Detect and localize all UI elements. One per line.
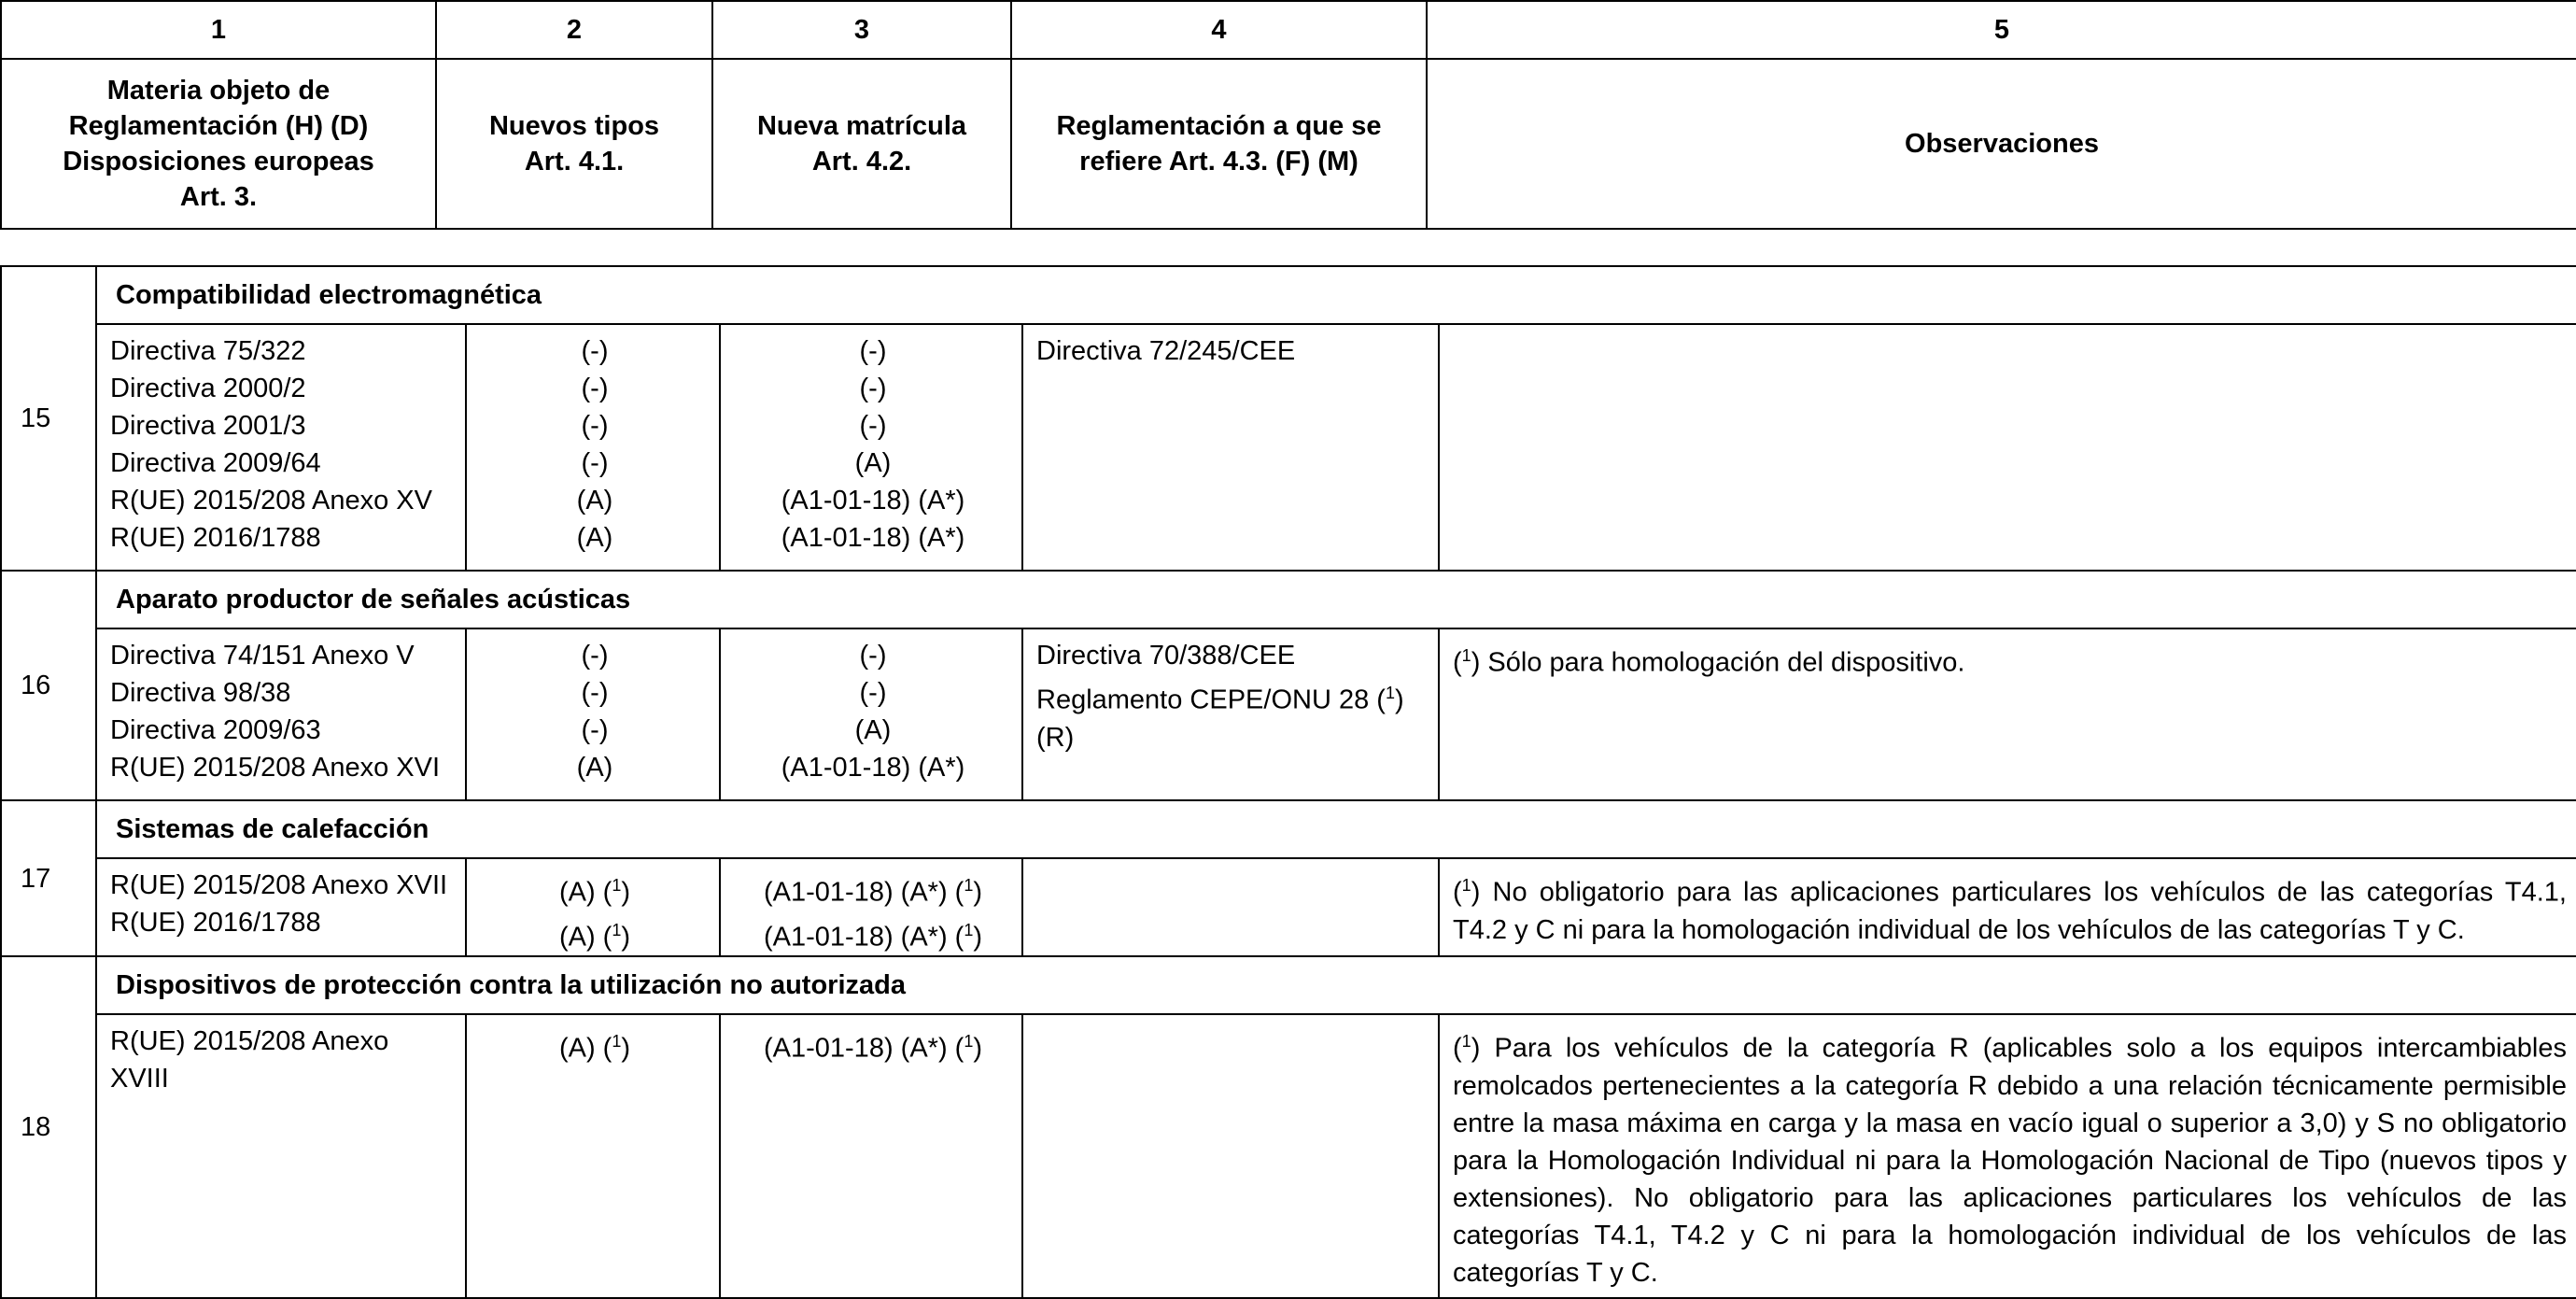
col1-cell: Directiva 75/322 Directiva 2000/2 Directiva 2001/3 Directiva 2009/64 R(UE) 2015/208 Anexo XV R(UE) 2016/1788	[96, 324, 466, 571]
section-title: Dispositivos de protección contra la utilización no autorizada	[96, 956, 2576, 1014]
column-header-reglamentacion: Reglamentación a que se refiere Art. 4.3. (F) (M)	[1011, 59, 1427, 229]
col3-cell: (A1-01-18) (A*) ($^1$) (A1-01-18) (A*) ($^1$)	[720, 858, 1022, 956]
section-title: Compatibilidad electromagnética	[96, 266, 2576, 324]
table-row	[1, 628, 2576, 800]
col2-cell: (A) ($^1$)	[466, 1014, 720, 1298]
col2-cell: (A) ($^1$) (A) ($^1$)	[466, 858, 720, 956]
column-number-4: 4	[1011, 1, 1427, 59]
observations-cell: ($^1$) Para los vehículos de la categoría R (aplicables solo a los equipos intercambiables remolcados pertenecientes a la categoría R debido a una relación técnicamente permisible entre la masa máxima en carga y la masa en vacío igual o superior a 3,0) y S no obligatorio para la Homologación Individual ni para la Homologación Nacional de Tipo (nuevos tipos y extensiones). No obligatorio para las aplicaciones particulares los vehículos de las categorías T4.1, T4.2 y C ni para la homologación individual de los vehículos de las categorías T y C.	[1439, 1014, 2576, 1298]
col4-cell: Directiva 70/388/CEE Reglamento CEPE/ONU 28 ($^1$) (R)	[1022, 628, 1439, 800]
section-row-18	[1, 956, 2576, 1014]
col2-cell: (-) (-) (-) (A)	[466, 628, 720, 800]
row-number: 17	[1, 800, 96, 956]
column-number-2: 2	[436, 1, 712, 59]
column-number-5: 5	[1427, 1, 2576, 59]
column-header-table	[0, 0, 2576, 230]
col1-cell: R(UE) 2015/208 Anexo XVIII	[96, 1014, 466, 1298]
column-header-observaciones: Observaciones	[1427, 59, 2576, 229]
row-number: 16	[1, 571, 96, 800]
col1-cell: R(UE) 2015/208 Anexo XVII R(UE) 2016/1788	[96, 858, 466, 956]
table-row	[1, 1014, 2576, 1298]
col3-cell: (-) (-) (A) (A1-01-18) (A*)	[720, 628, 1022, 800]
row-number: 18	[1, 956, 96, 1298]
section-row-17	[1, 800, 2576, 858]
row-number: 15	[1, 266, 96, 571]
table-row	[1, 858, 2576, 956]
column-header-nueva-matricula: Nueva matrícula Art. 4.2.	[712, 59, 1011, 229]
col4-cell	[1022, 858, 1439, 956]
col4-cell: Directiva 72/245/CEE	[1022, 324, 1439, 571]
column-header-materia: Materia objeto de Reglamentación (H) (D) Disposiciones europeas Art. 3.	[1, 59, 436, 229]
col3-cell: (-) (-) (-) (A) (A1-01-18) (A*) (A1-01-18) (A*)	[720, 324, 1022, 571]
column-number-3: 3	[712, 1, 1011, 59]
section-title: Sistemas de calefacción	[96, 800, 2576, 858]
regulation-table	[0, 265, 2576, 1299]
observations-cell	[1439, 324, 2576, 571]
col2-cell: (-) (-) (-) (-) (A) (A)	[466, 324, 720, 571]
table-row	[1, 324, 2576, 571]
section-row-15	[1, 266, 2576, 324]
observations-cell: ($^1$) Sólo para homologación del dispositivo.	[1439, 628, 2576, 800]
col3-cell: (A1-01-18) (A*) ($^1$)	[720, 1014, 1022, 1298]
column-number-1: 1	[1, 1, 436, 59]
section-title: Aparato productor de señales acústicas	[96, 571, 2576, 628]
section-row-16	[1, 571, 2576, 628]
observations-cell: ($^1$) No obligatorio para las aplicaciones particulares los vehículos de las categorías T4.1, T4.2 y C ni para la homologación individual de los vehículos de las categorías T y C.	[1439, 858, 2576, 956]
column-header-nuevos-tipos: Nuevos tipos Art. 4.1.	[436, 59, 712, 229]
col1-cell: Directiva 74/151 Anexo V Directiva 98/38 Directiva 2009/63 R(UE) 2015/208 Anexo XVI	[96, 628, 466, 800]
col4-cell	[1022, 1014, 1439, 1298]
